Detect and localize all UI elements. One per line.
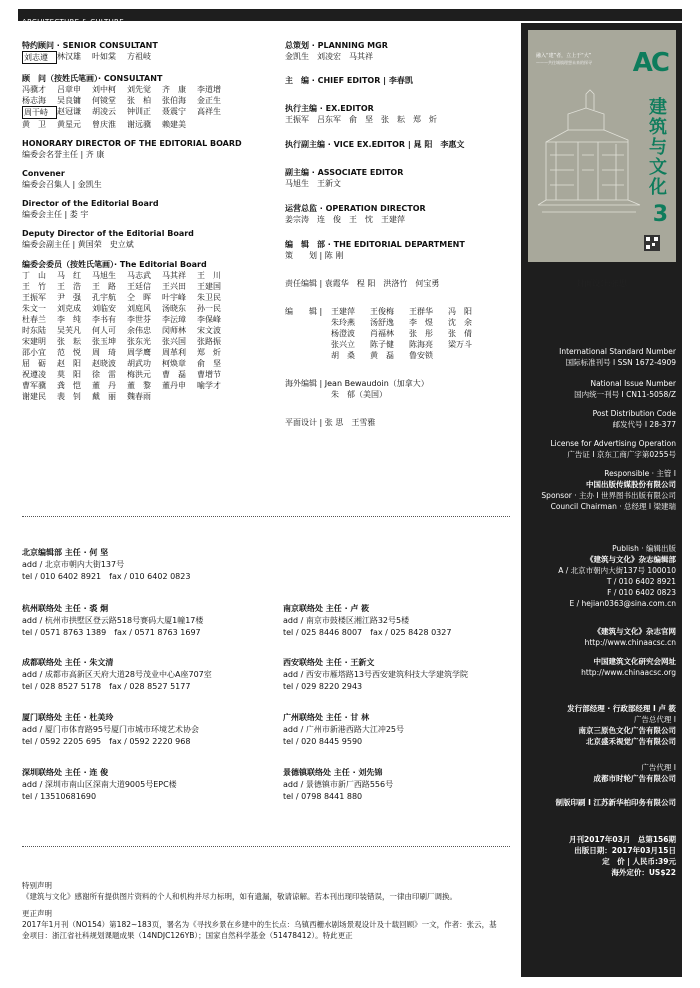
correction-text: 2017年1月刊（NO154）第182~183页，署名为《寻找乡景在乡建中的生长点：乌镇西栅水剧场景观设计及十载回顾》一文，作者：张云，基金项目：浙江省社科规划课题成果（14NDJC126YB）；国家自然科学基金（51478412）。特此更正 [22,920,497,940]
person-name: 董 丹 [92,381,116,390]
person-name: 黄 磊 [370,351,394,360]
person-name: 张 耘 [57,337,81,346]
office-guangzhou [283,712,404,748]
responsible-block [541,468,676,512]
correction-heading: 更正声明 [22,909,52,918]
person-name: 刘临安 [92,304,116,313]
office-address: add / 厦门市体育路95号厦门市城市环境艺术协会 [22,725,200,734]
person-name: 刘克成 [57,304,81,313]
editors-names [331,306,487,361]
person-name: 宋建明 [22,337,46,346]
person-name: 喻学才 [197,381,221,390]
person-name: 黄星元 [57,120,81,129]
consultant-block [22,73,272,130]
person-name: 鲁安锁 [409,351,433,360]
person-name: 林汉雄 [57,52,81,61]
cover-issue-number: 3 [652,202,668,227]
person-name: 聂震宁 [162,107,186,116]
associate-line: 马旭生 王新文 [285,179,341,188]
ad2-label: 广告代理 I [641,763,676,772]
person-name: 王兴田 [162,282,186,291]
website-2-url: http://www.chinaacsc.org [581,668,676,677]
design-line: 平面设计 | 张 思 王雪雅 [285,418,376,427]
overseas-line-2: 朱 郁（美国） [331,390,387,399]
person-name: 周革利 [162,348,186,357]
person-name: 胡 桑 [331,351,355,360]
person-name: 闵师林 [162,326,186,335]
office-title: 成都联络处 主任 · 朱文清 [22,658,114,667]
cn-block [574,378,676,400]
person-name: 王 浩 [57,282,81,291]
consultant-names [22,84,272,130]
office-phone: tel / 029 8220 2943 [283,682,363,691]
person-name: 屈 砺 [22,359,46,368]
person-name: 黄 卫 [22,120,46,129]
cover-caption: 封面设计:张思 [576,279,627,288]
cover-sub-text: ———共往城镇理想未来的探寻 [536,60,592,65]
person-name: 何镜堂 [92,96,116,105]
editorial-board-heading: 编委会委员（按姓氏笔画）· The Editorial Board [22,260,207,269]
publish-address: A / 北京市朝内大街137号 100010 [558,566,676,575]
convener-block [22,169,272,190]
chief-editor-line: 主 编 · CHIEF EDITOR | 李春凯 [285,76,413,85]
publish-fax: F / 010 6402 0823 [607,588,676,597]
office-address: add / 北京市朝内大街137号 [22,560,125,569]
office-shenzhen [22,767,177,803]
planning-line: 金凯生 刘凌宏 马其祥 [285,52,373,61]
person-name: 张兴国 [162,337,186,346]
dept-line: 策 划 | 陈 刚 [285,251,344,260]
office-xian [283,657,468,693]
left-column [22,40,272,411]
post-en: Post Distribution Code [592,409,676,418]
person-name: 李世芬 [127,315,151,324]
person-name: 曹军骥 [22,381,46,390]
person-name: 赖建美 [162,120,186,129]
office-title: 杭州联络处 主任 · 裘 炯 [22,604,109,613]
chairman-line: Council Chairman · 总经理 I 梁建瑞 [550,502,676,511]
publish-email: E / hejian0363@sina.com.cn [569,599,676,608]
website-block-2 [581,656,676,678]
person-name: 李保峰 [197,315,221,324]
office-address: add / 西安市雁塔路13号西安建筑科技大学建筑学院 [283,670,469,679]
ad-block-2 [594,762,677,784]
office-address: add / 成都市高新区天府大道28号茂业中心A座707室 [22,670,212,679]
person-name: 周学鹰 [127,348,151,357]
notes-block [22,880,502,941]
person-name: 李 煜 [409,318,433,327]
person-name: 尹 强 [57,293,81,302]
person-name: 李 纯 [57,315,81,324]
person-name: 马其祥 [162,271,186,280]
editorial-board-block [22,259,272,402]
person-name: 曾庆淮 [92,120,116,129]
honorary-heading: HONORARY DIRECTOR OF THE EDITORIAL BOARD [22,139,242,148]
person-name: 谢建民 [22,392,46,401]
person-name: 齐 康 [162,85,186,94]
price-overseas: 海外定价：US$22 [611,868,676,877]
person-name: 董 黎 [127,381,151,390]
magazine-cover-image [528,30,676,262]
person-name: 陈海亮 [409,340,433,349]
person-name: 张 倩 [448,329,472,338]
person-name: 何人可 [92,326,116,335]
vice-editor-line: 执行副主编 · VICE EX.EDITOR | 晁 阳 李惠文 [285,140,465,149]
section-label: ARCHITECTURE & CULTURE [22,18,124,26]
office-address: add / 杭州市拱墅区登云路518号赛码大厦1幢17楼 [22,616,204,625]
special-notice-text: 《建筑与文化》感谢所有提供图片资料的个人和机构并尽力标明，如有遗漏，敬请谅解。若本刊出现印装错误，一律由印刷厂调换。 [22,892,457,901]
website-1-url: http://www.chinaacsc.cn [584,638,676,647]
person-name: 魏春雨 [127,392,151,401]
issn-cn: 国际标准刊号 I SSN 1672-4909 [565,358,676,367]
person-name: 谢远骥 [127,120,151,129]
office-title: 广州联络处 主任 · 甘 林 [283,713,370,722]
ad-manager: 发行部经理 · 行政部经理 I 卢 筱 [567,704,676,713]
person-name: 沈 余 [448,318,472,327]
editors-label: 编 辑 | [285,307,323,316]
office-title: 景德镇联络处 主任 · 刘先锦 [283,768,383,777]
resp-editor-line: 责任编辑 | 袁霞华 程 阳 洪洛竹 何宝勇 [285,279,440,288]
person-name: 刘先觉 [127,85,151,94]
consultant-heading: 顾 问（按姓氏笔画）· CONSULTANT [22,74,163,83]
deputy-heading: Deputy Director of the Editorial Board [22,229,194,238]
person-name: 方祖岐 [127,52,151,61]
person-name: 孔宇航 [92,293,116,302]
associate-block [285,167,515,189]
person-name: 朱玲燕 [331,318,355,327]
website-1-label: 《建筑与文化》杂志官网 [593,627,676,636]
top-header-bar [18,9,682,26]
office-title: 南京联络处 主任 · 卢 筱 [283,604,370,613]
person-name: 王群华 [409,307,433,316]
person-name: 张伯海 [162,96,186,105]
person-name: 杨志海 [22,96,46,105]
person-name: 吴良镛 [57,96,81,105]
person-name: 徐 雷 [92,370,116,379]
person-name: 冯 阳 [448,307,472,316]
person-name: 仝 晖 [127,293,151,302]
honorary-line: 编委会名誉主任 | 齐 康 [22,150,105,159]
person-name: 张 柏 [127,96,151,105]
divider-top [22,516,510,517]
person-name: 时东陆 [22,326,46,335]
senior-consultant-heading: 特约顾问 · SENIOR CONSULTANT [22,41,158,50]
exeditor-line: 王振军 吕东军 俞 坚 张 耘 郑 炘 [285,115,437,124]
office-nanjing [283,603,451,639]
person-name: 周 琦 [92,348,116,357]
person-name: 王廷信 [127,282,151,291]
issn-block [559,346,676,368]
person-name: 赵 阳 [57,359,81,368]
office-xiamen [22,712,199,748]
editors-block [285,306,515,361]
cn-cn: 国内统一刊号 I CN11-5058/Z [574,390,676,399]
person-name: 梅洪元 [127,370,151,379]
person-name: 张东光 [127,337,151,346]
person-name: 朱文一 [22,304,46,313]
person-name: 张玉坤 [92,337,116,346]
operation-line: 姜宗涛 连 俊 王 忱 王建萍 [285,215,405,224]
office-phone: tel / 028 8527 5178 fax / 028 8527 5177 [22,682,191,691]
person-name: 余伟忠 [127,326,151,335]
person-name: 王建萍 [331,307,355,316]
publish-label: Publish · 编辑出版 [612,544,676,553]
person-name: 赵冠谦 [57,107,81,116]
person-name: 张兴立 [331,340,355,349]
exeditor-heading: 执行主编 · EX.EDITOR [285,104,374,113]
office-jingdezhen [283,767,393,803]
office-address: add / 深圳市南山区深南大道9005号EPC楼 [22,780,177,789]
publish-block [558,543,676,609]
cn-en: National Issue Number [590,379,676,388]
associate-heading: 副主编 · ASSOCIATE EDITOR [285,168,404,177]
person-name: 李沄璋 [162,315,186,324]
office-chengdu [22,657,212,693]
office-title: 厦门联络处 主任 · 杜美玲 [22,713,114,722]
exeditor-block [285,103,515,125]
senior-consultant-names [22,51,272,64]
deputy-line: 编委会副主任 | 黄国荣 史立斌 [22,240,134,249]
person-name: 祝遵凌 [22,370,46,379]
middle-column [285,40,515,428]
editorial-board-names [22,270,272,402]
person-name: 范 悦 [57,348,81,357]
person-name: 叶如棠 [92,52,116,61]
ad2-company: 成都市时轮广告有限公司 [593,774,676,783]
convener-line: 编委会召集人 | 金凯生 [22,180,102,189]
office-title: 西安联络处 主任 · 王新文 [283,658,375,667]
special-notice-heading: 特别声明 [22,881,52,890]
issue-block [569,834,676,878]
operation-heading: 运营总监 · OPERATION DIRECTOR [285,204,426,213]
person-name: 戴 丽 [92,392,116,401]
issn-en: International Standard Number [559,347,676,356]
person-name: 曹 磊 [162,370,186,379]
person-name: 吕章申 [57,85,81,94]
person-name: 张 彤 [409,329,433,338]
person-name: 吴芙凡 [57,326,81,335]
person-name: 邵小宜 [22,348,46,357]
person-name: 柯焕章 [162,359,186,368]
dept-block [285,239,515,261]
office-title: 深圳联络处 主任 · 连 俊 [22,768,109,777]
price-cn: 定 价 | 人民币:39元 [602,857,676,866]
sponsor-line: Sponsor · 主办 I 世界图书出版有限公司 [541,491,676,500]
person-name: 莫 阳 [57,370,81,379]
office-address: add / 广州市新港西路大江冲25号 [283,725,405,734]
dept-heading: 编 辑 部 · THE EDITORIAL DEPARTMENT [285,240,465,249]
person-name: 王俊梅 [370,307,394,316]
director-line: 编委会主任 | 娄 宇 [22,210,89,219]
person-name: 朱卫民 [197,293,221,302]
license-block [551,438,677,460]
person-name: 钟训正 [127,107,151,116]
print-block [555,797,676,808]
cover-title: 建筑与文化 [649,97,667,198]
publish-tel: T / 010 6402 8921 [606,577,676,586]
website-2-label: 中国建筑文化研究会网址 [593,657,676,666]
ad-block [567,703,676,747]
person-name: 王建国 [197,282,221,291]
website-block-1 [585,626,676,648]
person-name: 宋文波 [197,326,221,335]
office-address: add / 景德镇市新厂西路556号 [283,780,394,789]
person-name: 汤舒逸 [370,318,394,327]
post-block [593,408,676,430]
person-name: 陈子健 [370,340,394,349]
operation-block [285,203,515,225]
person-name: 龚 恺 [57,381,81,390]
convener-heading: Convener [22,169,65,178]
person-name: 曹增节 [197,370,221,379]
person-name: 刘志遵 [22,51,57,64]
publish-dept: 《建筑与文化》杂志编辑部 [586,555,676,564]
person-name: 梁万斗 [448,340,472,349]
office-phone: tel / 020 8445 9590 [283,737,363,746]
person-name: 周干峙 [22,106,57,119]
person-name: 马旭生 [92,271,116,280]
overseas-line-1: 海外编辑 | Jean Bewaudoin（加拿大） [285,379,429,388]
person-name: 杜春兰 [22,315,46,324]
pub-date: 出版日期：2017年03月15日 [574,846,676,855]
cover-logo: AC [632,48,668,78]
ad-agent-label: 广告总代理 I [633,715,676,724]
person-name: 马 红 [57,271,81,280]
person-name: 刘中柯 [92,85,116,94]
cover-small-text: 融入“建”者，立上于“大” [536,53,592,59]
person-name: 李书有 [92,315,116,324]
person-name: 王 川 [197,271,221,280]
senior-consultant-block [22,40,272,64]
person-name: 赵晓波 [92,359,116,368]
office-phone: tel / 0571 8763 1389 fax / 0571 8763 1697 [22,628,201,637]
ad-agent-1: 南京三原色文化广告有限公司 [578,726,676,735]
responsible-label: Responsible · 主管 I [604,469,676,478]
deputy-block [22,229,272,250]
office-phone: tel / 0798 8441 880 [283,792,363,801]
office-phone: tel / 0592 2205 695 fax / 0592 2220 968 [22,737,191,746]
person-name: 王 竹 [22,282,46,291]
person-name: 王振军 [22,293,46,302]
office-phone: tel / 025 8446 8007 fax / 025 8428 0327 [283,628,452,637]
ad-agent-2: 北京盛禾视觉广告有限公司 [586,737,676,746]
divider-bottom [22,846,510,847]
person-name: 肖福林 [370,329,394,338]
person-name: 金正生 [197,96,221,105]
person-name: 王 路 [92,282,116,291]
planning-block [285,40,515,62]
person-name: 孙一民 [197,304,221,313]
license-en: License for Advertising Operation [550,439,676,448]
person-name: 俞 坚 [197,359,221,368]
honorary-block [22,139,272,160]
planning-heading: 总策划 · PLANNING MGR [285,41,388,50]
person-name: 裴 钊 [57,392,81,401]
person-name: 郑 炘 [197,348,221,357]
person-name: 胡武功 [127,359,151,368]
person-name: 李道增 [197,85,221,94]
person-name: 杨澄波 [331,329,355,338]
responsible-org: 中国出版传媒股份有限公司 [586,480,676,489]
overseas-block [285,378,515,400]
director-block [22,199,272,220]
person-name: 丁 山 [22,271,46,280]
office-hangzhou [22,603,203,639]
issue-line: 月刊2017年03月 总第156期 [569,835,676,844]
person-name: 张路振 [197,337,221,346]
person-name: 刘庭风 [127,304,151,313]
license-cn: 广告证 I 京东工商广字第0255号 [567,450,676,459]
office-address: add / 南京市鼓楼区湘江路32号5楼 [283,616,410,625]
person-name: 马志武 [127,271,151,280]
director-heading: Director of the Editorial Board [22,199,159,208]
office-title: 北京编辑部 主任 · 何 坚 [22,548,109,557]
office-beijing [22,547,190,583]
office-phone: tel / 13510681690 [22,792,97,801]
person-name: 胡凌云 [92,107,116,116]
office-phone: tel / 010 6402 8921 fax / 010 6402 0823 [22,572,191,581]
person-name: 高祥生 [197,107,221,116]
post-cn: 邮发代号 I 28-377 [612,420,676,429]
printer-line: 制版印刷 I 江苏新华柏印务有限公司 [555,798,676,807]
person-name: 叶宇峰 [162,293,186,302]
person-name: 冯骥才 [22,85,46,94]
person-name: 董丹申 [162,381,186,390]
person-name: 汤晓东 [162,304,186,313]
